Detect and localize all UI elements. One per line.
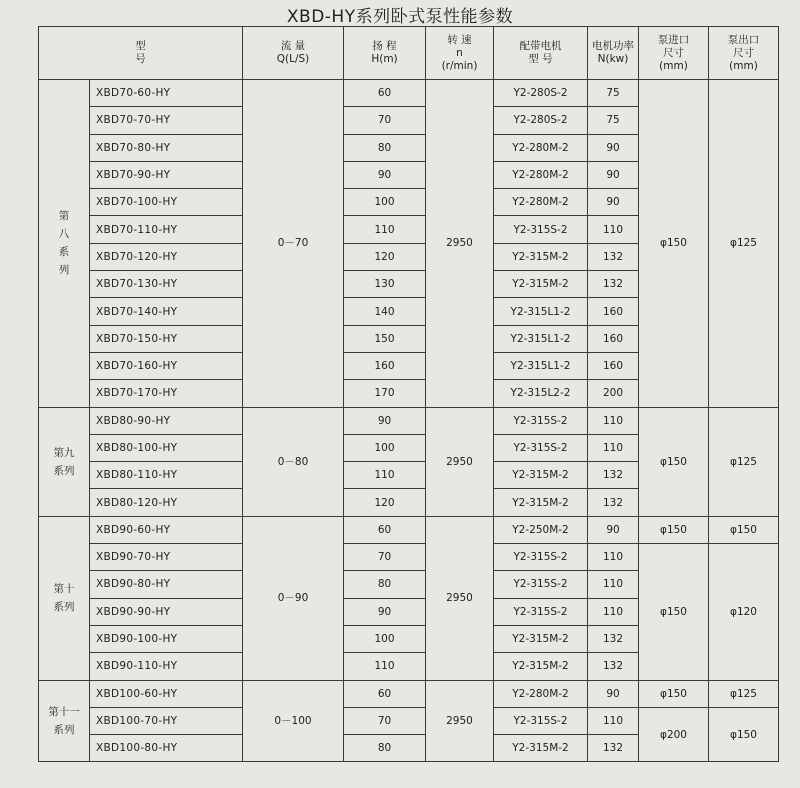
outlet-size-cell: φ125 xyxy=(709,407,779,516)
power-cell: 200 xyxy=(588,380,639,407)
motor-cell: Y2-280S-2 xyxy=(494,80,588,107)
head-cell: 110 xyxy=(344,462,426,489)
table-row xyxy=(39,544,779,571)
table-row xyxy=(39,516,779,543)
series-name-line: 系 xyxy=(58,246,70,259)
motor-cell: Y2-315S-2 xyxy=(494,598,588,625)
table-row xyxy=(39,707,779,734)
model-cell: XBD70-120-HY xyxy=(90,243,243,270)
model-cell: XBD70-140-HY xyxy=(90,298,243,325)
series-name-cell xyxy=(39,516,90,680)
model-cell: XBD90-70-HY xyxy=(90,544,243,571)
model-cell: XBD70-160-HY xyxy=(90,352,243,379)
power-cell: 75 xyxy=(588,107,639,134)
head-cell: 120 xyxy=(344,243,426,270)
page-title: XBD-HY系列卧式泵性能参数 xyxy=(286,7,514,27)
power-cell: 110 xyxy=(588,598,639,625)
outlet-size-cell: φ150 xyxy=(709,516,779,543)
motor-cell: Y2-280M-2 xyxy=(494,161,588,188)
inlet-size-cell: φ150 xyxy=(639,544,709,680)
head-cell: 70 xyxy=(344,107,426,134)
power-cell: 110 xyxy=(588,407,639,434)
header-head: 扬 程 H(m) xyxy=(344,27,426,80)
model-cell: XBD70-100-HY xyxy=(90,189,243,216)
model-cell: XBD70-170-HY xyxy=(90,380,243,407)
model-cell: XBD70-80-HY xyxy=(90,134,243,161)
power-cell: 75 xyxy=(588,80,639,107)
model-cell: XBD80-110-HY xyxy=(90,462,243,489)
speed-cell: 2950 xyxy=(426,80,494,408)
speed-cell: 2950 xyxy=(426,680,494,762)
motor-cell: Y2-315S-2 xyxy=(494,216,588,243)
power-cell: 110 xyxy=(588,707,639,734)
model-cell: XBD70-150-HY xyxy=(90,325,243,352)
table-row xyxy=(39,407,779,434)
table-body xyxy=(39,80,779,762)
header-power: 电机功率 N(kw) xyxy=(588,27,639,80)
motor-cell: Y2-315S-2 xyxy=(494,707,588,734)
head-cell: 80 xyxy=(344,134,426,161)
model-cell: XBD90-100-HY xyxy=(90,625,243,652)
power-cell: 110 xyxy=(588,216,639,243)
motor-cell: Y2-280S-2 xyxy=(494,107,588,134)
motor-cell: Y2-315L1-2 xyxy=(494,298,588,325)
head-cell: 90 xyxy=(344,161,426,188)
motor-cell: Y2-315L1-2 xyxy=(494,325,588,352)
motor-cell: Y2-315M-2 xyxy=(494,271,588,298)
series-name-line: 第九 xyxy=(53,446,75,459)
model-cell: XBD90-90-HY xyxy=(90,598,243,625)
model-cell: XBD100-80-HY xyxy=(90,735,243,762)
outlet-size-cell: φ125 xyxy=(709,80,779,408)
flow-cell: 0－70 xyxy=(243,80,344,408)
motor-cell: Y2-315L1-2 xyxy=(494,352,588,379)
speed-cell: 2950 xyxy=(426,407,494,516)
power-cell: 160 xyxy=(588,325,639,352)
motor-cell: Y2-315S-2 xyxy=(494,571,588,598)
inlet-size-cell: φ150 xyxy=(639,80,709,408)
model-cell: XBD90-60-HY xyxy=(90,516,243,543)
header-row xyxy=(39,27,779,80)
power-cell: 90 xyxy=(588,134,639,161)
head-cell: 100 xyxy=(344,625,426,652)
pump-performance-table xyxy=(38,26,779,762)
outlet-size-cell: φ120 xyxy=(709,544,779,680)
motor-cell: Y2-315M-2 xyxy=(494,462,588,489)
outlet-size-cell: φ125 xyxy=(709,680,779,707)
header-outlet: 泵出口 尺寸 (mm) xyxy=(709,27,779,80)
table-row xyxy=(39,80,779,107)
speed-cell: 2950 xyxy=(426,516,494,680)
power-cell: 90 xyxy=(588,680,639,707)
head-cell: 110 xyxy=(344,653,426,680)
power-cell: 132 xyxy=(588,271,639,298)
power-cell: 90 xyxy=(588,189,639,216)
head-cell: 100 xyxy=(344,434,426,461)
head-cell: 110 xyxy=(344,216,426,243)
model-cell: XBD100-70-HY xyxy=(90,707,243,734)
motor-cell: Y2-280M-2 xyxy=(494,134,588,161)
model-cell: XBD70-130-HY xyxy=(90,271,243,298)
head-cell: 70 xyxy=(344,707,426,734)
head-cell: 130 xyxy=(344,271,426,298)
power-cell: 110 xyxy=(588,571,639,598)
power-cell: 160 xyxy=(588,352,639,379)
head-cell: 160 xyxy=(344,352,426,379)
power-cell: 132 xyxy=(588,489,639,516)
head-cell: 100 xyxy=(344,189,426,216)
series-name-line: 第十 xyxy=(53,583,75,596)
flow-cell: 0－100 xyxy=(243,680,344,762)
motor-cell: Y2-315M-2 xyxy=(494,243,588,270)
motor-cell: Y2-315M-2 xyxy=(494,653,588,680)
flow-cell: 0－80 xyxy=(243,407,344,516)
motor-cell: Y2-315M-2 xyxy=(494,489,588,516)
head-cell: 170 xyxy=(344,380,426,407)
power-cell: 110 xyxy=(588,434,639,461)
model-cell: XBD90-110-HY xyxy=(90,653,243,680)
head-cell: 90 xyxy=(344,407,426,434)
series-name-line: 系列 xyxy=(53,601,75,614)
head-cell: 120 xyxy=(344,489,426,516)
model-cell: XBD70-70-HY xyxy=(90,107,243,134)
power-cell: 90 xyxy=(588,516,639,543)
model-cell: XBD70-60-HY xyxy=(90,80,243,107)
header-inlet: 泵进口 尺寸 (mm) xyxy=(639,27,709,80)
series-name-line: 第 xyxy=(58,210,70,223)
head-cell: 80 xyxy=(344,735,426,762)
power-cell: 132 xyxy=(588,243,639,270)
model-cell: XBD80-100-HY xyxy=(90,434,243,461)
head-cell: 70 xyxy=(344,544,426,571)
model-cell: XBD90-80-HY xyxy=(90,571,243,598)
motor-cell: Y2-315S-2 xyxy=(494,544,588,571)
series-name-line: 八 xyxy=(58,228,70,241)
power-cell: 160 xyxy=(588,298,639,325)
head-cell: 60 xyxy=(344,680,426,707)
motor-cell: Y2-315M-2 xyxy=(494,735,588,762)
header-flow: 流 量 Q(L/S) xyxy=(243,27,344,80)
series-name-line: 列 xyxy=(58,264,70,277)
series-name-cell xyxy=(39,407,90,516)
power-cell: 132 xyxy=(588,735,639,762)
power-cell: 132 xyxy=(588,462,639,489)
head-cell: 60 xyxy=(344,80,426,107)
motor-cell: Y2-315L2-2 xyxy=(494,380,588,407)
motor-cell: Y2-315M-2 xyxy=(494,625,588,652)
series-name-line: 系列 xyxy=(53,723,75,736)
table-row xyxy=(39,680,779,707)
head-cell: 90 xyxy=(344,598,426,625)
model-cell: XBD80-90-HY xyxy=(90,407,243,434)
motor-cell: Y2-315S-2 xyxy=(494,407,588,434)
series-name-cell xyxy=(39,80,90,408)
power-cell: 132 xyxy=(588,625,639,652)
inlet-size-cell: φ150 xyxy=(639,680,709,707)
head-cell: 80 xyxy=(344,571,426,598)
header-speed: 转 速 n (r/min) xyxy=(426,27,494,80)
inlet-size-cell: φ150 xyxy=(639,407,709,516)
inlet-size-cell: φ200 xyxy=(639,707,709,762)
motor-cell: Y2-315S-2 xyxy=(494,434,588,461)
power-cell: 132 xyxy=(588,653,639,680)
series-name-line: 第十一 xyxy=(48,705,80,718)
model-cell: XBD100-60-HY xyxy=(90,680,243,707)
header-model: 型 号 xyxy=(39,27,243,80)
series-name-cell xyxy=(39,680,90,762)
motor-cell: Y2-250M-2 xyxy=(494,516,588,543)
model-cell: XBD80-120-HY xyxy=(90,489,243,516)
motor-cell: Y2-280M-2 xyxy=(494,189,588,216)
inlet-size-cell: φ150 xyxy=(639,516,709,543)
header-motor: 配带电机 型 号 xyxy=(494,27,588,80)
outlet-size-cell: φ150 xyxy=(709,707,779,762)
motor-cell: Y2-280M-2 xyxy=(494,680,588,707)
model-cell: XBD70-90-HY xyxy=(90,161,243,188)
model-cell: XBD70-110-HY xyxy=(90,216,243,243)
power-cell: 110 xyxy=(588,544,639,571)
head-cell: 150 xyxy=(344,325,426,352)
series-name-line: 系列 xyxy=(53,464,75,477)
power-cell: 90 xyxy=(588,161,639,188)
flow-cell: 0－90 xyxy=(243,516,344,680)
head-cell: 60 xyxy=(344,516,426,543)
head-cell: 140 xyxy=(344,298,426,325)
